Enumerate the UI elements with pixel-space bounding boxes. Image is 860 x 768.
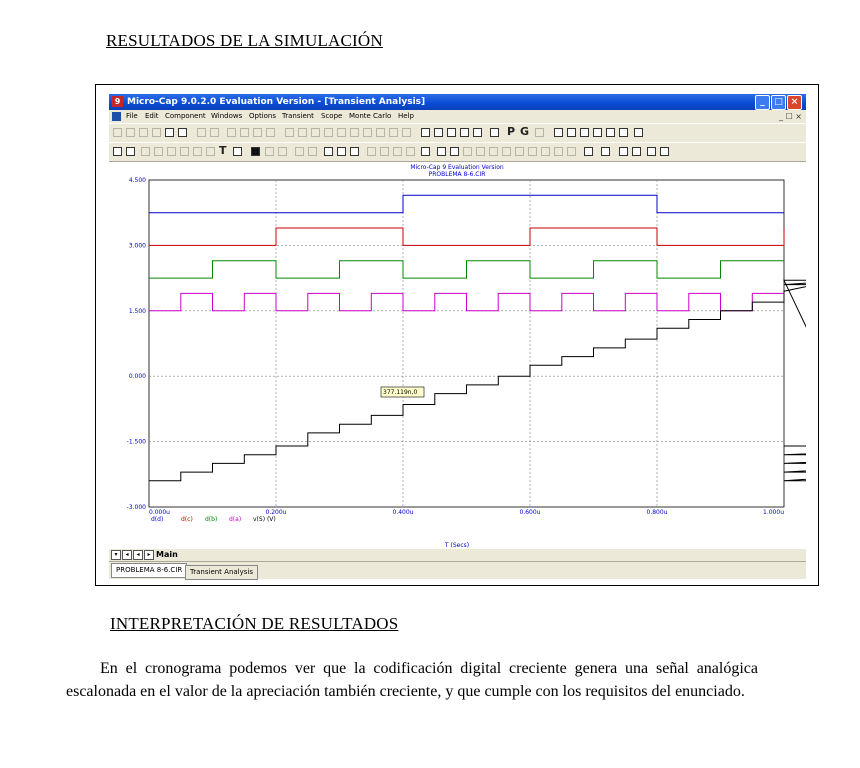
menu-edit[interactable]: Edit: [145, 112, 159, 120]
global-high-icon[interactable]: [489, 147, 498, 156]
print-icon[interactable]: [165, 128, 174, 137]
component-resistor-icon[interactable]: [285, 128, 294, 137]
tab-first-icon[interactable]: ◂: [122, 550, 132, 560]
component-wire-icon[interactable]: [363, 128, 372, 137]
analysis-limits-icon[interactable]: [580, 128, 589, 137]
legend-entry: v(S) (V): [253, 516, 276, 523]
interpretation-heading: INTERPRETACIÓN DE RESULTADOS: [110, 614, 399, 633]
scale-icon[interactable]: [126, 147, 135, 156]
title-bar: [109, 94, 806, 110]
y-tick-label: -1.500: [126, 438, 146, 446]
global-low-icon[interactable]: [502, 147, 511, 156]
plot-header-version: Micro-Cap 9 Evaluation Version: [410, 164, 504, 171]
wave-icon[interactable]: [180, 147, 189, 156]
p-button[interactable]: P: [507, 125, 516, 138]
stop-icon[interactable]: [265, 147, 274, 156]
menu-component[interactable]: Component: [165, 112, 206, 120]
menu-options[interactable]: Options: [249, 112, 277, 120]
x-tick-label: 1.000u: [763, 509, 784, 516]
pause-icon[interactable]: [278, 147, 287, 156]
y-tick-label: 3.000: [128, 242, 146, 250]
previous-simulation-icon[interactable]: [554, 147, 563, 156]
plot-legend: [151, 516, 276, 523]
component-diode-icon[interactable]: [324, 128, 333, 137]
save-all-icon[interactable]: [152, 128, 161, 137]
menu-windows[interactable]: Windows: [211, 112, 243, 120]
tokens-icon[interactable]: [619, 147, 628, 156]
valley-icon[interactable]: [380, 147, 389, 156]
legend-entry: d(b): [205, 516, 218, 523]
maximize-button[interactable]: □: [771, 95, 786, 110]
cursor-left-icon[interactable]: [437, 147, 446, 156]
maximize-pane-icon[interactable]: [473, 128, 482, 137]
display-icon[interactable]: [606, 128, 615, 137]
component-battery-icon[interactable]: [337, 128, 346, 137]
low-icon[interactable]: [406, 147, 415, 156]
component-ground-icon[interactable]: [350, 128, 359, 137]
transient-plot[interactable]: [109, 162, 806, 549]
properties-icon[interactable]: [233, 147, 242, 156]
x-tick-label: 0.400u: [392, 509, 414, 516]
info-icon[interactable]: [535, 128, 544, 137]
component-pnp-icon[interactable]: [389, 128, 398, 137]
document-icon: [112, 112, 121, 121]
window-title: Micro-Cap 9.0.2.0 Evaluation Version - [Transient Analysis]: [127, 97, 426, 107]
tab-transient-analysis[interactable]: Transient Analysis: [185, 565, 258, 580]
open-file-icon[interactable]: [126, 128, 135, 137]
text-tool-button[interactable]: T: [219, 144, 227, 157]
x-tick-label: 0.000u: [149, 509, 170, 516]
page-tab-row: [109, 549, 806, 561]
line-icon[interactable]: [295, 147, 304, 156]
tab-nav-menu-icon[interactable]: ▾: [111, 550, 121, 560]
slope-icon[interactable]: [463, 147, 472, 156]
menu-help[interactable]: Help: [398, 112, 414, 120]
redo-icon[interactable]: [210, 128, 219, 137]
menu-bar: [109, 110, 806, 123]
component-capacitor-icon[interactable]: [311, 128, 320, 137]
tile-vertical-icon[interactable]: [434, 128, 443, 137]
menu-scope[interactable]: Scope: [321, 112, 343, 120]
screenshot-frame: [95, 84, 819, 586]
cut-icon[interactable]: [227, 128, 236, 137]
print-preview-icon[interactable]: [178, 128, 187, 137]
microcap-app-icon: 9: [112, 96, 123, 107]
undo-icon[interactable]: [197, 128, 206, 137]
zoom-box-icon[interactable]: [421, 147, 430, 156]
window-icon[interactable]: [460, 128, 469, 137]
cut-section-icon[interactable]: [141, 147, 150, 156]
go-to-x-icon[interactable]: [567, 147, 576, 156]
g-button[interactable]: G: [520, 125, 530, 138]
zoom-out-icon[interactable]: [660, 147, 669, 156]
scale-x-icon[interactable]: [154, 147, 163, 156]
pen-icon[interactable]: [593, 128, 602, 137]
data-icon[interactable]: [601, 147, 610, 156]
legend-entry: d(c): [181, 516, 193, 523]
y-tick-labels: [127, 177, 147, 511]
paste-icon[interactable]: [253, 128, 262, 137]
y-tick-label: 1.500: [128, 307, 146, 315]
trace-0: [149, 195, 784, 212]
plot-canvas[interactable]: [109, 162, 806, 549]
tab-prev-icon[interactable]: ◂: [133, 550, 143, 560]
trace-3: [149, 293, 784, 310]
point-icon[interactable]: [193, 147, 202, 156]
cascade-icon[interactable]: [447, 128, 456, 137]
table-icon[interactable]: [324, 147, 333, 156]
legend-entry: d(d): [151, 516, 164, 523]
close-button[interactable]: ×: [787, 95, 802, 110]
top-icon[interactable]: [515, 147, 524, 156]
monitor-icon[interactable]: [634, 128, 643, 137]
interpretation-text: En el cronograma podemos ver que la codificación digital creciente genera una señal analógica escalonada en el valor de la apreciación también creciente, y que cumple con los requisitos del enunciado.: [66, 660, 758, 700]
tab-circuit-file[interactable]: PROBLEMA 8-6.CIR: [111, 563, 187, 578]
next-simulation-icon[interactable]: [541, 147, 550, 156]
toolbar-standard: [109, 123, 806, 143]
calculator-icon[interactable]: [490, 128, 499, 137]
x-tick-label: 0.200u: [265, 509, 287, 516]
mdi-window-controls[interactable]: _ ☐ ×: [779, 112, 802, 121]
peak-icon[interactable]: [367, 147, 376, 156]
new-file-icon[interactable]: [113, 128, 122, 137]
list-icon[interactable]: [337, 147, 346, 156]
probe-icon[interactable]: [567, 128, 576, 137]
x-tick-labels: [149, 509, 784, 516]
tab-next-icon[interactable]: ▸: [144, 550, 154, 560]
text-size-icon[interactable]: [619, 128, 628, 137]
component-inductor-icon[interactable]: [298, 128, 307, 137]
x-tick-label: 0.600u: [519, 509, 541, 516]
bottom-window-tabs: [109, 561, 806, 579]
data-points-icon[interactable]: [632, 147, 641, 156]
results-heading: RESULTADOS DE LA SIMULACIÓN: [106, 31, 383, 50]
tile-horizontal-icon[interactable]: [421, 128, 430, 137]
high-icon[interactable]: [393, 147, 402, 156]
component-npn-icon[interactable]: [376, 128, 385, 137]
plot-traces: [149, 195, 806, 481]
grid-icon[interactable]: [266, 128, 275, 137]
select-arrow-icon[interactable]: [113, 147, 122, 156]
menu-monte-carlo[interactable]: Monte Carlo: [349, 112, 392, 120]
component-opamp-icon[interactable]: [402, 128, 411, 137]
color-icon[interactable]: [584, 147, 593, 156]
tab-main[interactable]: Main: [156, 550, 178, 559]
diagonal-line-icon[interactable]: [308, 147, 317, 156]
y-tick-label: 0.000: [128, 373, 146, 381]
y-tick-label: -3.000: [126, 504, 146, 511]
x-tick-label: 0.800u: [646, 509, 668, 516]
x-axis-label: T (Secs): [444, 542, 470, 549]
save-icon[interactable]: [139, 128, 148, 137]
run-icon[interactable]: [251, 147, 260, 156]
stepping-icon[interactable]: [554, 128, 563, 137]
microcap-window: [109, 94, 806, 578]
zoom-in-icon[interactable]: [647, 147, 656, 156]
menu-file[interactable]: File: [126, 112, 138, 120]
y-tick-label: 4.500: [128, 177, 146, 184]
interpretation-paragraph: [66, 657, 758, 703]
bottom-icon[interactable]: [528, 147, 537, 156]
scale-y-icon[interactable]: [167, 147, 176, 156]
grid-table-icon[interactable]: [350, 147, 359, 156]
copy-icon[interactable]: [240, 128, 249, 137]
toolbar-analysis: [109, 142, 806, 162]
label-icon[interactable]: [206, 147, 215, 156]
menu-transient[interactable]: Transient: [282, 112, 314, 120]
trace-2: [149, 261, 784, 278]
plot-header-circuit: PROBLEMA 8-6.CIR: [428, 171, 486, 178]
trace-1: [149, 228, 784, 245]
cursor-readout: 377.119n,0: [383, 389, 418, 396]
cursor-right-icon[interactable]: [450, 147, 459, 156]
inflection-icon[interactable]: [476, 147, 485, 156]
legend-entry: d(a): [229, 516, 242, 523]
minimize-button[interactable]: _: [755, 95, 770, 110]
